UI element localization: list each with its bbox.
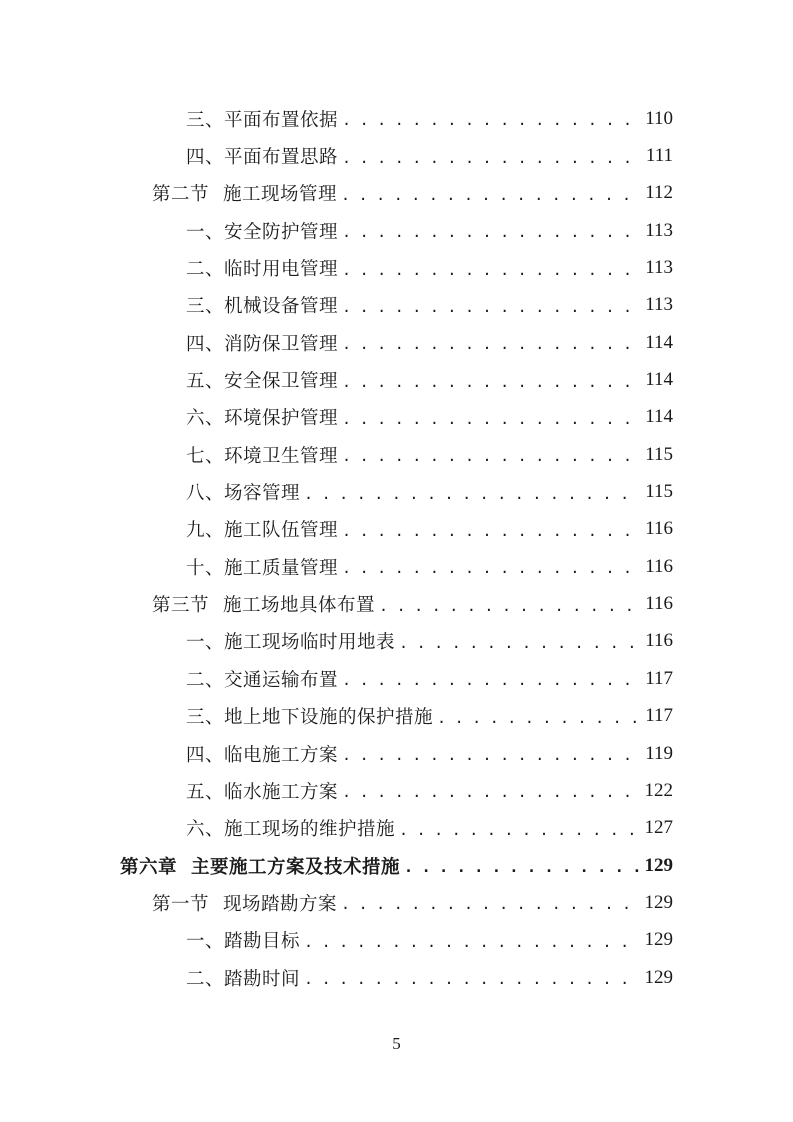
toc-entry[interactable]: [0, 548, 793, 585]
toc-section-entry[interactable]: [0, 585, 793, 622]
toc-entry-page: 112: [645, 182, 673, 204]
toc-leader-dots: [399, 823, 638, 838]
toc-entry-title: 五、临水施工方案: [186, 781, 339, 803]
toc-entry-title: 十、施工质量管理: [186, 557, 339, 579]
toc-leader-dots: [341, 188, 639, 203]
toc-entry-page: 110: [645, 107, 673, 129]
toc-entry[interactable]: [0, 361, 793, 398]
toc-entry-title: 四、消防保卫管理: [186, 333, 339, 355]
toc-section-number: 第一节: [152, 893, 210, 915]
toc-entry-title: 二、交通运输布置: [186, 669, 339, 691]
toc-entry-title: 六、环境保护管理: [186, 408, 339, 430]
toc-entry-page: 129: [644, 929, 673, 951]
toc-entry-page: 114: [645, 369, 673, 391]
toc-leader-dots: [342, 561, 639, 576]
toc-section-number: 第三节: [152, 595, 210, 617]
toc-leader-dots: [342, 337, 639, 352]
toc-entry-title: 一、安全防护管理: [186, 221, 339, 243]
toc-entry-page: 116: [645, 593, 673, 615]
toc-section-entry[interactable]: [0, 175, 793, 212]
toc-entry-title: 二、踏勘时间: [186, 968, 301, 990]
toc-leader-dots: [342, 113, 639, 128]
toc-leader-dots: [304, 972, 638, 987]
toc-entry-page: 129: [644, 891, 673, 913]
toc-entry-page: 115: [645, 481, 673, 503]
toc-leader-dots: [342, 375, 639, 390]
toc-entry-title: 四、平面布置思路: [186, 147, 339, 169]
toc-entry[interactable]: [0, 511, 793, 548]
toc-section-number: 第二节: [152, 184, 210, 206]
toc-entry-page: 114: [645, 406, 673, 428]
toc-leader-dots: [342, 524, 639, 539]
toc-leader-dots: [341, 897, 638, 912]
toc-entry-page: 116: [645, 630, 673, 652]
toc-leader-dots: [404, 860, 638, 875]
toc-entry-page: 119: [645, 742, 673, 764]
toc-entry-title: 一、施工现场临时用地表: [186, 632, 396, 654]
toc-entry-title: 主要施工方案及技术措施: [191, 856, 401, 878]
toc-entry-page: 113: [645, 257, 673, 279]
toc-entry-page: 122: [644, 779, 673, 801]
toc-entry[interactable]: [0, 436, 793, 473]
toc-entry[interactable]: [0, 100, 793, 137]
toc-leader-dots: [342, 449, 639, 464]
toc-entry-page: 117: [645, 705, 673, 727]
toc-entry[interactable]: [0, 399, 793, 436]
page-number: 5: [392, 1034, 401, 1053]
toc-entry-page: 129: [644, 854, 673, 876]
toc-leader-dots: [342, 748, 639, 763]
toc-entry-title: 五、安全保卫管理: [186, 371, 339, 393]
table-of-contents: [0, 100, 793, 996]
toc-entry[interactable]: [0, 735, 793, 772]
toc-entry-page: 127: [644, 817, 673, 839]
toc-entry-title: 施工现场管理: [223, 184, 338, 206]
toc-entry-page: 129: [644, 966, 673, 988]
toc-entry-title: 三、机械设备管理: [186, 296, 339, 318]
toc-entry[interactable]: [0, 623, 793, 660]
toc-entry-page: 116: [645, 518, 673, 540]
toc-entry-title: 施工场地具体布置: [223, 595, 376, 617]
toc-entry[interactable]: [0, 698, 793, 735]
toc-entry-page: 113: [645, 219, 673, 241]
toc-leader-dots: [342, 412, 639, 427]
toc-entry-title: 现场踏勘方案: [223, 893, 338, 915]
toc-chapter-entry[interactable]: [0, 847, 793, 884]
toc-entry-page: 111: [645, 145, 673, 167]
toc-entry[interactable]: [0, 473, 793, 510]
toc-entry[interactable]: [0, 959, 793, 996]
toc-entry-title: 三、地上地下设施的保护措施: [186, 707, 434, 729]
toc-entry[interactable]: [0, 324, 793, 361]
toc-entry[interactable]: [0, 287, 793, 324]
toc-leader-dots: [342, 673, 639, 688]
toc-entry-title: 三、平面布置依据: [186, 109, 339, 131]
toc-entry-title: 九、施工队伍管理: [186, 520, 339, 542]
toc-chapter-number: 第六章: [120, 856, 178, 878]
toc-leader-dots: [342, 151, 639, 166]
toc-section-entry[interactable]: [0, 884, 793, 921]
toc-entry[interactable]: [0, 137, 793, 174]
toc-entry-page: 117: [645, 667, 673, 689]
toc-leader-dots: [304, 935, 638, 950]
toc-leader-dots: [342, 263, 639, 278]
toc-entry[interactable]: [0, 660, 793, 697]
toc-leader-dots: [437, 711, 639, 726]
toc-entry[interactable]: [0, 249, 793, 286]
toc-entry-title: 七、环境卫生管理: [186, 445, 339, 467]
toc-entry-page: 113: [645, 294, 673, 316]
toc-leader-dots: [399, 636, 639, 651]
toc-entry[interactable]: [0, 212, 793, 249]
toc-leader-dots: [342, 785, 638, 800]
toc-entry-title: 四、临电施工方案: [186, 744, 339, 766]
toc-entry-title: 一、踏勘目标: [186, 931, 301, 953]
toc-leader-dots: [379, 599, 639, 614]
toc-entry[interactable]: [0, 772, 793, 809]
toc-leader-dots: [342, 225, 639, 240]
toc-entry-title: 二、临时用电管理: [186, 259, 339, 281]
toc-entry[interactable]: [0, 810, 793, 847]
toc-entry-page: 116: [645, 555, 673, 577]
toc-entry-title: 六、施工现场的维护措施: [186, 819, 396, 841]
toc-leader-dots: [342, 300, 639, 315]
toc-entry-title: 八、场容管理: [186, 483, 301, 505]
toc-entry-page: 115: [645, 443, 673, 465]
toc-entry-page: 114: [645, 331, 673, 353]
toc-entry[interactable]: [0, 922, 793, 959]
toc-leader-dots: [304, 487, 639, 502]
